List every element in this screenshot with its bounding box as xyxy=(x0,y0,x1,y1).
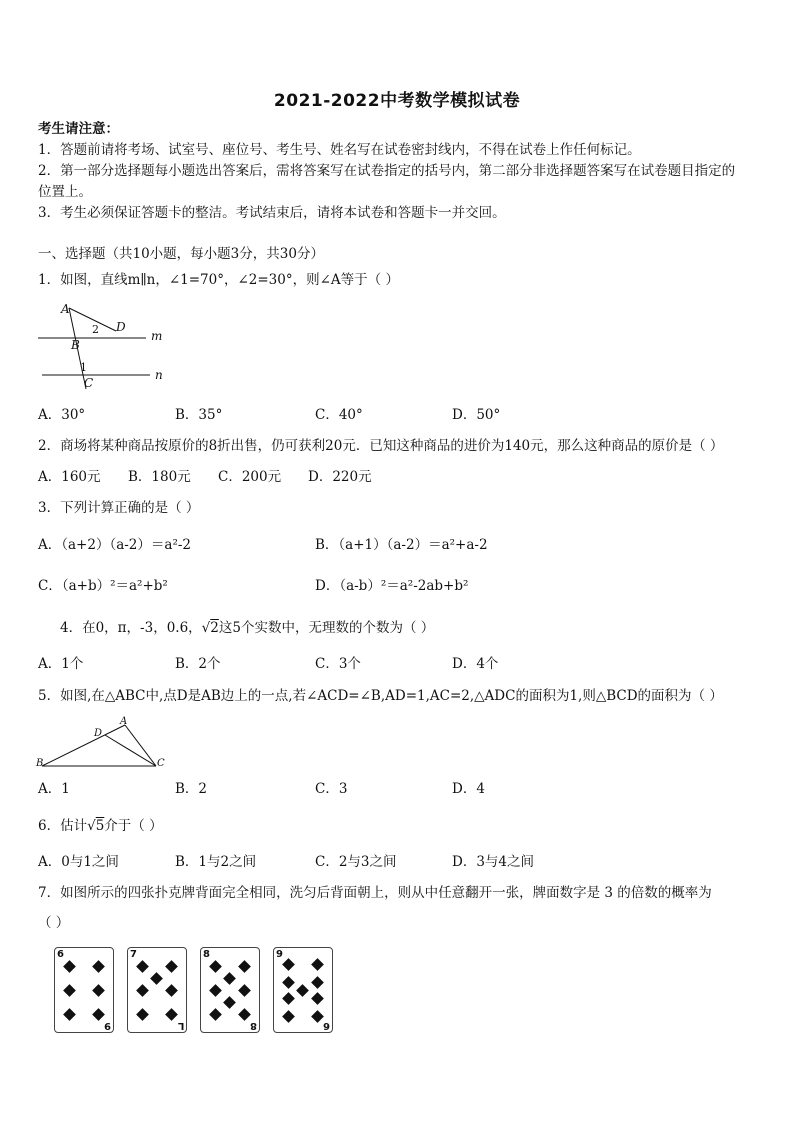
question-3-option-b: B．（a+1）（a-2）＝a²+a-2 xyxy=(315,537,488,553)
label-a: A xyxy=(120,716,128,727)
diamond-pip-icon xyxy=(92,984,105,997)
question-4-option-a: A．1个 xyxy=(38,656,84,672)
label-angle-2: 2 xyxy=(92,323,99,336)
question-7-answer-paren: （ ） xyxy=(38,915,70,931)
diamond-pip-icon xyxy=(311,992,324,1005)
question-4-stem xyxy=(60,619,434,637)
diamond-pip-icon xyxy=(165,1008,178,1021)
question-7-stem: 7．如图所示的四张扑克牌背面完全相同，洗匀后背面朝上，则从中任意翻开一张，牌面数字是 3 的倍数的概率为 xyxy=(38,885,712,901)
label-c: C xyxy=(157,758,165,769)
diamond-pip-icon xyxy=(209,960,222,973)
question-3-stem: 3．下列计算正确的是（ ） xyxy=(38,500,200,516)
section-heading: 一、选择题（共10小题，每小题3分，共30分） xyxy=(38,246,324,262)
diamond-pip-icon xyxy=(92,1008,105,1021)
question-5-option-d: D．4 xyxy=(452,781,485,797)
sqrt-symbol: √ xyxy=(87,818,96,834)
label-d: D xyxy=(94,728,103,739)
question-6-sqrt-value: 5 xyxy=(95,818,105,834)
question-4-sqrt-value: 2 xyxy=(210,620,219,636)
label-b: B xyxy=(71,338,80,352)
diamond-pip-icon xyxy=(282,976,295,989)
question-4-option-c: C．3个 xyxy=(315,656,361,672)
diamond-pip-icon xyxy=(136,1008,149,1021)
question-6-option-c: C．2与3之间 xyxy=(315,854,397,870)
question-5-option-c: C．3 xyxy=(315,781,348,797)
question-6-stem-pre: 6．估计 xyxy=(38,818,88,834)
question-1-option-b: B．35° xyxy=(175,407,223,423)
card-number: 8 xyxy=(203,949,210,960)
diamond-pip-icon xyxy=(63,984,76,997)
diamond-pip-icon xyxy=(63,1008,76,1021)
diamond-pip-icon xyxy=(136,984,149,997)
card-number-bottom: 8 xyxy=(250,1020,257,1031)
question-4-option-b: B．2个 xyxy=(175,656,221,672)
side-ba xyxy=(42,725,125,766)
label-b: B xyxy=(36,758,44,769)
card-number: 6 xyxy=(57,949,64,960)
question-2-option-c: C．200元 xyxy=(218,469,282,485)
question-1-option-a: A．30° xyxy=(38,407,86,423)
question-5-option-a: A．1 xyxy=(38,781,70,797)
question-5-figure xyxy=(34,712,174,772)
diamond-pip-icon xyxy=(282,958,295,971)
question-3-option-d: D．（a-b）²＝a²-2ab+b² xyxy=(315,578,469,594)
card-number-bottom: 9 xyxy=(104,1020,111,1031)
diamond-pip-icon xyxy=(282,992,295,1005)
diamond-pip-icon xyxy=(311,976,324,989)
card-number: 9 xyxy=(276,949,283,960)
question-2-stem: 2．商场将某种商品按原价的8折出售，仍可获利20元．已知这种商品的进价为140元，那么这种商品的原价是（ ） xyxy=(38,438,724,454)
question-2-option-d: D．220元 xyxy=(308,469,372,485)
question-1-stem: 1．如图，直线m∥n，∠1=70°，∠2=30°，则∠A等于（ ） xyxy=(38,272,399,288)
question-4-stem-pre: 4．在0，π，-3，0.6， xyxy=(60,620,202,636)
label-a: A xyxy=(61,302,70,316)
label-d: D xyxy=(116,320,126,334)
question-1-figure xyxy=(36,300,176,392)
label-c: C xyxy=(84,376,94,390)
page-title: 2021-2022中考数学模拟试卷 xyxy=(273,91,521,111)
question-3-option-a: A．（a+2）（a-2）＝a²-2 xyxy=(38,537,192,553)
sqrt-symbol: √ xyxy=(201,620,211,636)
diamond-pip-icon xyxy=(92,960,105,973)
card-number-bottom: 6 xyxy=(323,1020,330,1031)
notice-item-2-cont: 位置上。 xyxy=(38,184,92,200)
question-2-option-a: A．160元 xyxy=(38,469,101,485)
question-1-option-d: D．50° xyxy=(452,407,501,423)
segment-dc xyxy=(105,735,156,766)
diamond-pip-icon xyxy=(282,1010,295,1023)
diamond-pip-icon xyxy=(165,984,178,997)
playing-card-8 xyxy=(200,947,260,1033)
playing-card-9 xyxy=(273,947,333,1033)
question-6-stem xyxy=(38,817,163,835)
card-number: 7 xyxy=(130,949,137,960)
notice-item-1: 1．答题前请将考场、试室号、座位号、考生号、姓名写在试卷密封线内，不得在试卷上作任何标记。 xyxy=(38,142,641,158)
playing-card-7 xyxy=(127,947,187,1033)
playing-card-6 xyxy=(54,947,114,1033)
diamond-pip-icon xyxy=(296,984,309,997)
diamond-pip-icon xyxy=(223,972,236,985)
question-5-stem: 5．如图,在△ABC中,点D是AB边上的一点,若∠ACD=∠B,AD=1,AC=2,△ADC的面积为1,则△BCD的面积为（ ） xyxy=(38,688,723,704)
label-n: n xyxy=(155,368,163,382)
notice-item-2: 2．第一部分选择题每小题选出答案后，需将答案写在试卷指定的括号内，第二部分非选择题答案写在试卷题目指定的 xyxy=(38,163,736,179)
label-m: m xyxy=(151,329,163,343)
notice-item-3: 3．考生必须保证答题卡的整洁。考试结束后，请将本试卷和答题卡一并交回。 xyxy=(38,205,506,221)
diamond-pip-icon xyxy=(238,984,251,997)
question-6-stem-post: 介于（ ） xyxy=(104,818,163,834)
notice-heading: 考生请注意： xyxy=(38,121,119,137)
question-4-stem-post: 这5个实数中，无理数的个数为（ ） xyxy=(218,620,435,636)
diamond-pip-icon xyxy=(238,1008,251,1021)
question-2-option-b: B．180元 xyxy=(128,469,191,485)
diamond-pip-icon xyxy=(311,1010,324,1023)
card-number-bottom: L xyxy=(177,1020,184,1031)
question-4-option-d: D．4个 xyxy=(452,656,499,672)
diamond-pip-icon xyxy=(150,972,163,985)
question-6-option-d: D．3与4之间 xyxy=(452,854,535,870)
side-ac xyxy=(125,725,156,766)
diamond-pip-icon xyxy=(223,996,236,1009)
diamond-pip-icon xyxy=(63,960,76,973)
label-angle-1: 1 xyxy=(80,361,87,374)
question-6-option-a: A．0与1之间 xyxy=(38,854,119,870)
diamond-pip-icon xyxy=(238,960,251,973)
diamond-pip-icon xyxy=(136,960,149,973)
diamond-pip-icon xyxy=(209,984,222,997)
diamond-pip-icon xyxy=(311,958,324,971)
question-1-option-c: C．40° xyxy=(315,407,363,423)
diamond-pip-icon xyxy=(209,1008,222,1021)
question-5-option-b: B．2 xyxy=(175,781,208,797)
question-6-option-b: B．1与2之间 xyxy=(175,854,257,870)
question-3-option-c: C．（a+b）²＝a²+b² xyxy=(38,578,168,594)
diamond-pip-icon xyxy=(165,960,178,973)
